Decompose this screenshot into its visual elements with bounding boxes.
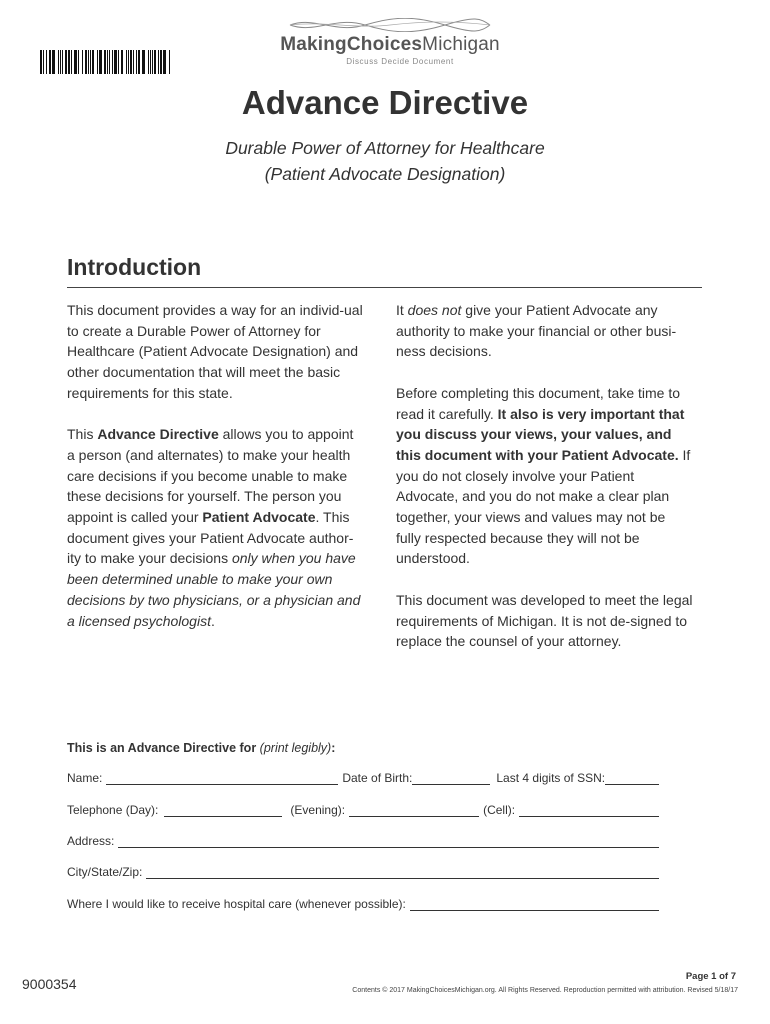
tel-evening-label: (Evening): [290,803,346,817]
ssn-field[interactable] [605,773,659,785]
intro-paragraph-4: Before completing this document, take time to read it carefully. It also is very important that you discuss your views, your values, and this document with your Patient Advocate. If you do not closely involve your Patient Advocate, and you do not make a clear plan together, your views and values may not be fully respected because they will not be understood. [396,384,691,567]
page-title: Advance Directive [241,84,529,121]
intro-paragraph-2: This Advance Directive allows you to appoint a person (and alternates) to make your health care decisions if you become unable to make these decisions for yourself. The person you appoint is called your Patient Advocate. This document gives your Patient Advocate author-ity to make your decisions only when you have been determined unable to make your own decisions by two physicians, or a physician and a licensed psychologist. [67,426,361,629]
barcode-bar [169,50,170,74]
barcode-bar [109,50,110,74]
barcode-bar [136,50,137,74]
barcode-bar [40,50,42,74]
barcode-bar [74,50,77,74]
logo-wave-icon [285,18,495,32]
barcode-bar [46,50,47,74]
tel-cell-field[interactable] [519,805,659,817]
city-label: City/State/Zip: [67,865,143,879]
barcode-bar [49,50,51,74]
barcode-bar [152,50,153,74]
barcode-bar [60,50,61,74]
form-row-address [67,834,659,848]
form-number: 9000354 [22,976,77,992]
city-field[interactable] [146,867,659,879]
barcode-bar [58,50,59,74]
barcode-bar [52,50,55,74]
intro-paragraph-5: This document was developed to meet the legal requirements of Michigan. It is not de-signed to replace the counsel of your attorney. [396,591,693,650]
barcode-bar [160,50,162,74]
barcode-bar [133,50,134,74]
form-row-hospital [67,897,659,911]
subtitle-line-2: (Patient Advocate Designation) [264,164,506,184]
form-row-telephone [67,803,659,817]
page-subtitle [0,135,770,187]
barcode-bar [68,50,70,74]
intro-left-column [67,300,365,652]
intro-paragraph-3: It does not give your Patient Advocate any authority to make your financial or other busi-ness decisions. [396,302,677,360]
copyright-notice: Contents © 2017 MakingChoicesMichigan.org. All Rights Reserved. Reproduction permitted with attribution. Revised 5/18/17 [352,987,738,994]
barcode-bar [114,50,117,74]
subtitle-line-1: Durable Power of Attorney for Healthcare [225,138,545,158]
tel-day-label: Telephone (Day): [67,803,159,817]
barcode-bar [138,50,140,74]
barcode-bar [142,50,145,74]
barcode-bar [85,50,87,74]
divider [67,287,702,288]
intro-paragraph-1: This document provides a way for an individ-ual to create a Durable Power of Attorney for Healthcare (Patient Advocate Designation) and other documentation that will meet the basic requirements for this state. [67,302,363,401]
form-heading: This is an Advance Directive for (print legibly): [67,741,336,755]
barcode-bar [112,50,113,74]
dob-field[interactable] [412,773,490,785]
barcode-bar [104,50,106,74]
logo-tagline: Discuss Decide Document [346,57,454,66]
logo-name: MakingChoicesMichigan [280,34,500,55]
form-row-city [67,865,659,879]
barcode-bar [154,50,156,74]
hospital-field[interactable] [410,899,659,911]
barcode-bar [71,50,72,74]
barcode-bar [97,50,98,74]
section-heading: Introduction [67,254,202,280]
barcode [40,50,172,74]
barcode-bar [107,50,108,74]
intro-right-column [396,300,694,673]
barcode-bar [82,50,83,74]
barcode-bar [163,50,166,74]
barcode-bar [158,50,159,74]
barcode-bar [121,50,123,74]
barcode-bar [90,50,91,74]
form-row-name [67,771,659,785]
barcode-bar [88,50,89,74]
barcode-bar [99,50,102,74]
name-label: Name: [67,771,103,785]
barcode-bar [43,50,44,74]
barcode-bar [148,50,149,74]
tel-day-field[interactable] [164,805,282,817]
barcode-bar [130,50,132,74]
barcode-bar [126,50,127,74]
logo [270,18,510,66]
barcode-bar [92,50,94,74]
barcode-bar [62,50,63,74]
tel-evening-field[interactable] [349,805,479,817]
dob-label: Date of Birth: [342,771,413,785]
barcode-bar [150,50,151,74]
name-field[interactable] [106,773,338,785]
address-label: Address: [67,834,115,848]
barcode-bar [65,50,67,74]
hospital-label: Where I would like to receive hospital care (whenever possible): [67,897,406,911]
barcode-bar [118,50,119,74]
ssn-label: Last 4 digits of SSN: [496,771,606,785]
page-number: Page 1 of 7 [685,971,736,982]
barcode-bar [128,50,129,74]
tel-cell-label: (Cell): [483,803,516,817]
barcode-bar [78,50,79,74]
address-field[interactable] [118,836,659,848]
